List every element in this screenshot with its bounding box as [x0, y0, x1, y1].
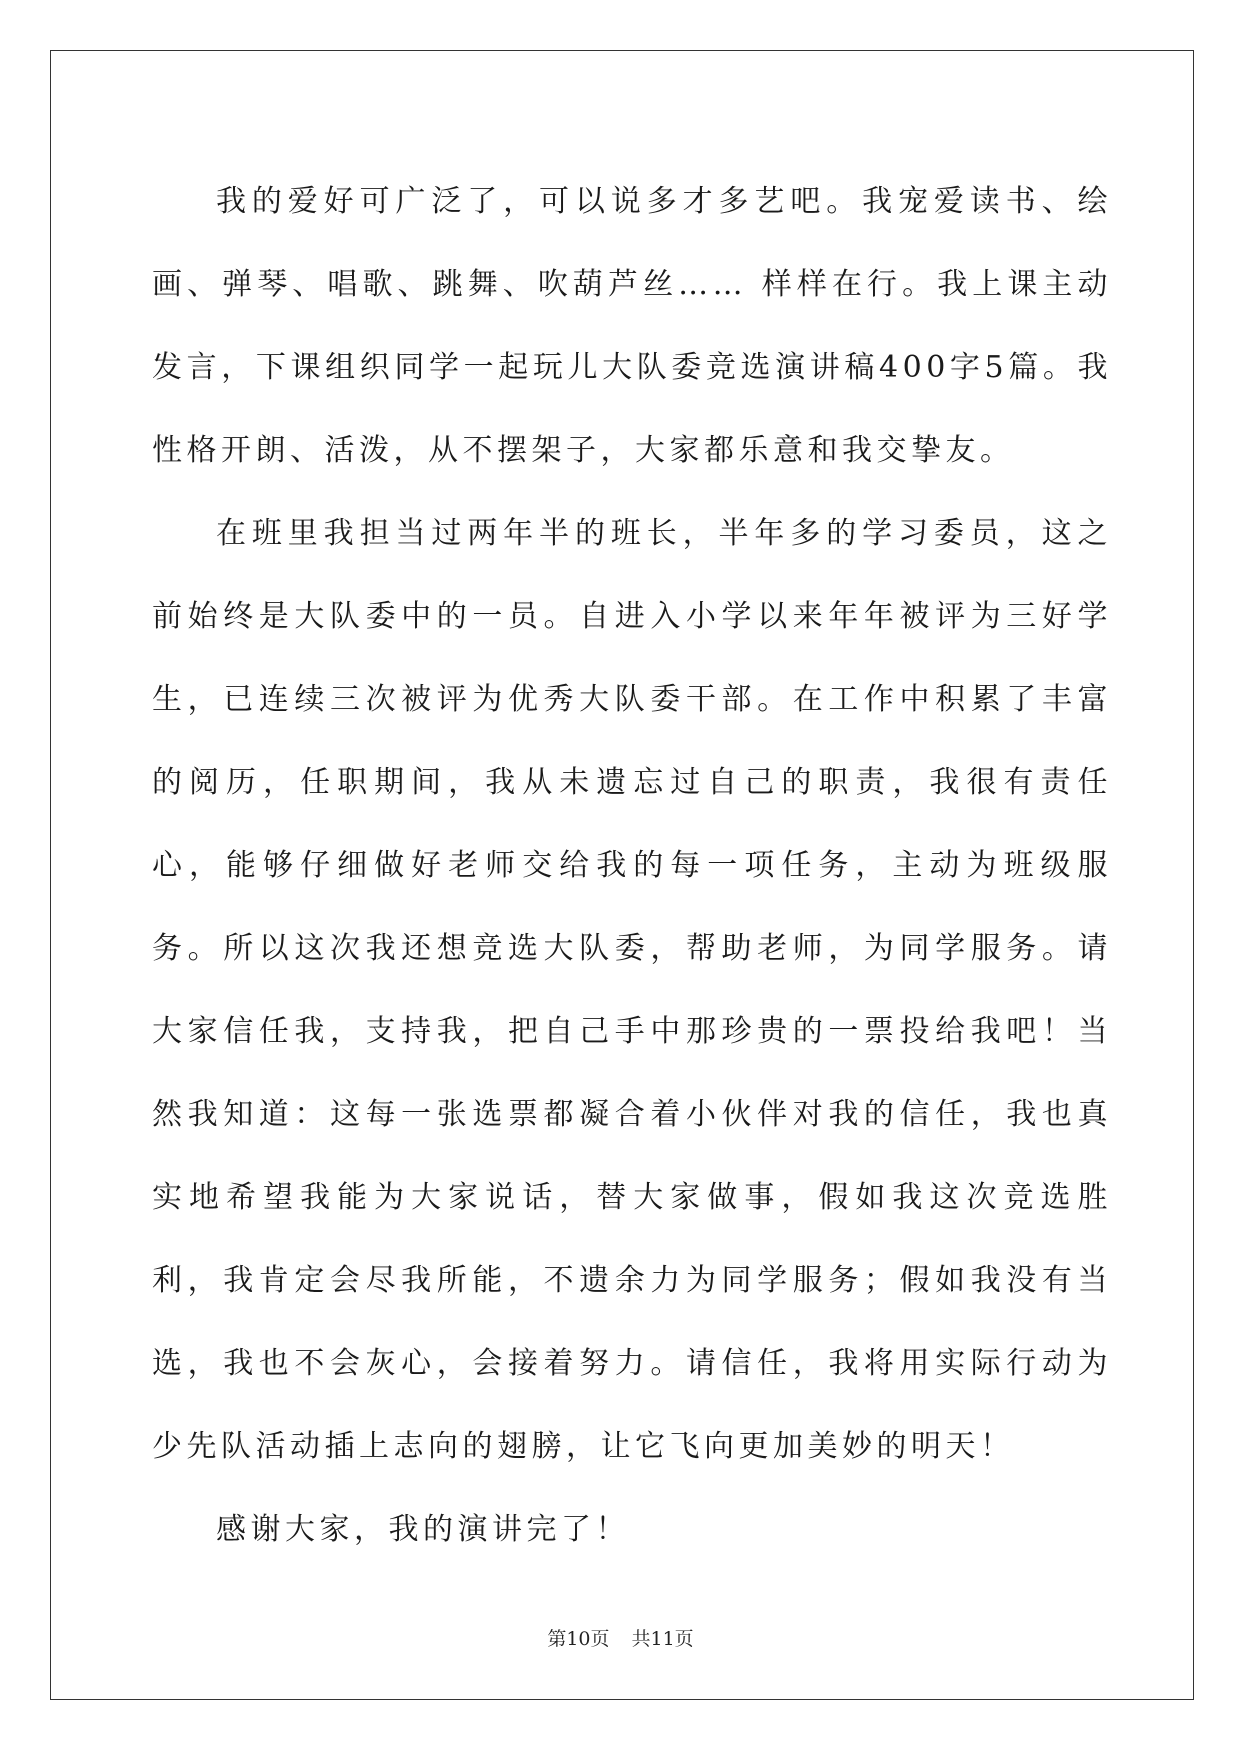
- page-total: 共11页: [631, 1628, 694, 1650]
- paragraph-closing: 感谢大家，我的演讲完了！: [216, 1512, 630, 1547]
- page-footer: [0, 1624, 1241, 1651]
- page-number: 第10页: [547, 1628, 610, 1650]
- paragraph-experience: 在班里我担当过两年半的班长，半年多的学习委员，这之前始终是大队委中的一员。自进入小学以来年年被评为三好学生，已连续三次被评为优秀大队委干部。在工作中积累了丰富的阅历，任职期间，我从未遗忘过自己的职责，我很有责任心，能够仔细做好老师交给我的每一项任务，主动为班级服务。所以这次我还想竞选大队委，帮助老师，为同学服务。请大家信任我，支持我，把自己手中那珍贵的一票投给我吧！当然我知道：这每一张选票都凝合着小伙伴对我的信任，我也真实地希望我能为大家说话，替大家做事，假如我这次竞选胜利，我肯定会尽我所能，不遗余力为同学服务；假如我没有当选，我也不会灰心，会接着努力。请信任，我将用实际行动为少先队活动插上志向的翅膀，让它飞向更加美妙的明天！: [152, 516, 1112, 1464]
- document-body: [152, 160, 1112, 1571]
- paragraph-hobbies: 我的爱好可广泛了，可以说多才多艺吧。我宠爱读书、绘画、弹琴、唱歌、跳舞、吹葫芦丝…… 样样在行。我上课主动发言，下课组织同学一起玩儿大队委竞选演讲稿400字5篇。我性格开朗、活泼，从不摆架子，大家都乐意和我交挚友。: [152, 184, 1112, 468]
